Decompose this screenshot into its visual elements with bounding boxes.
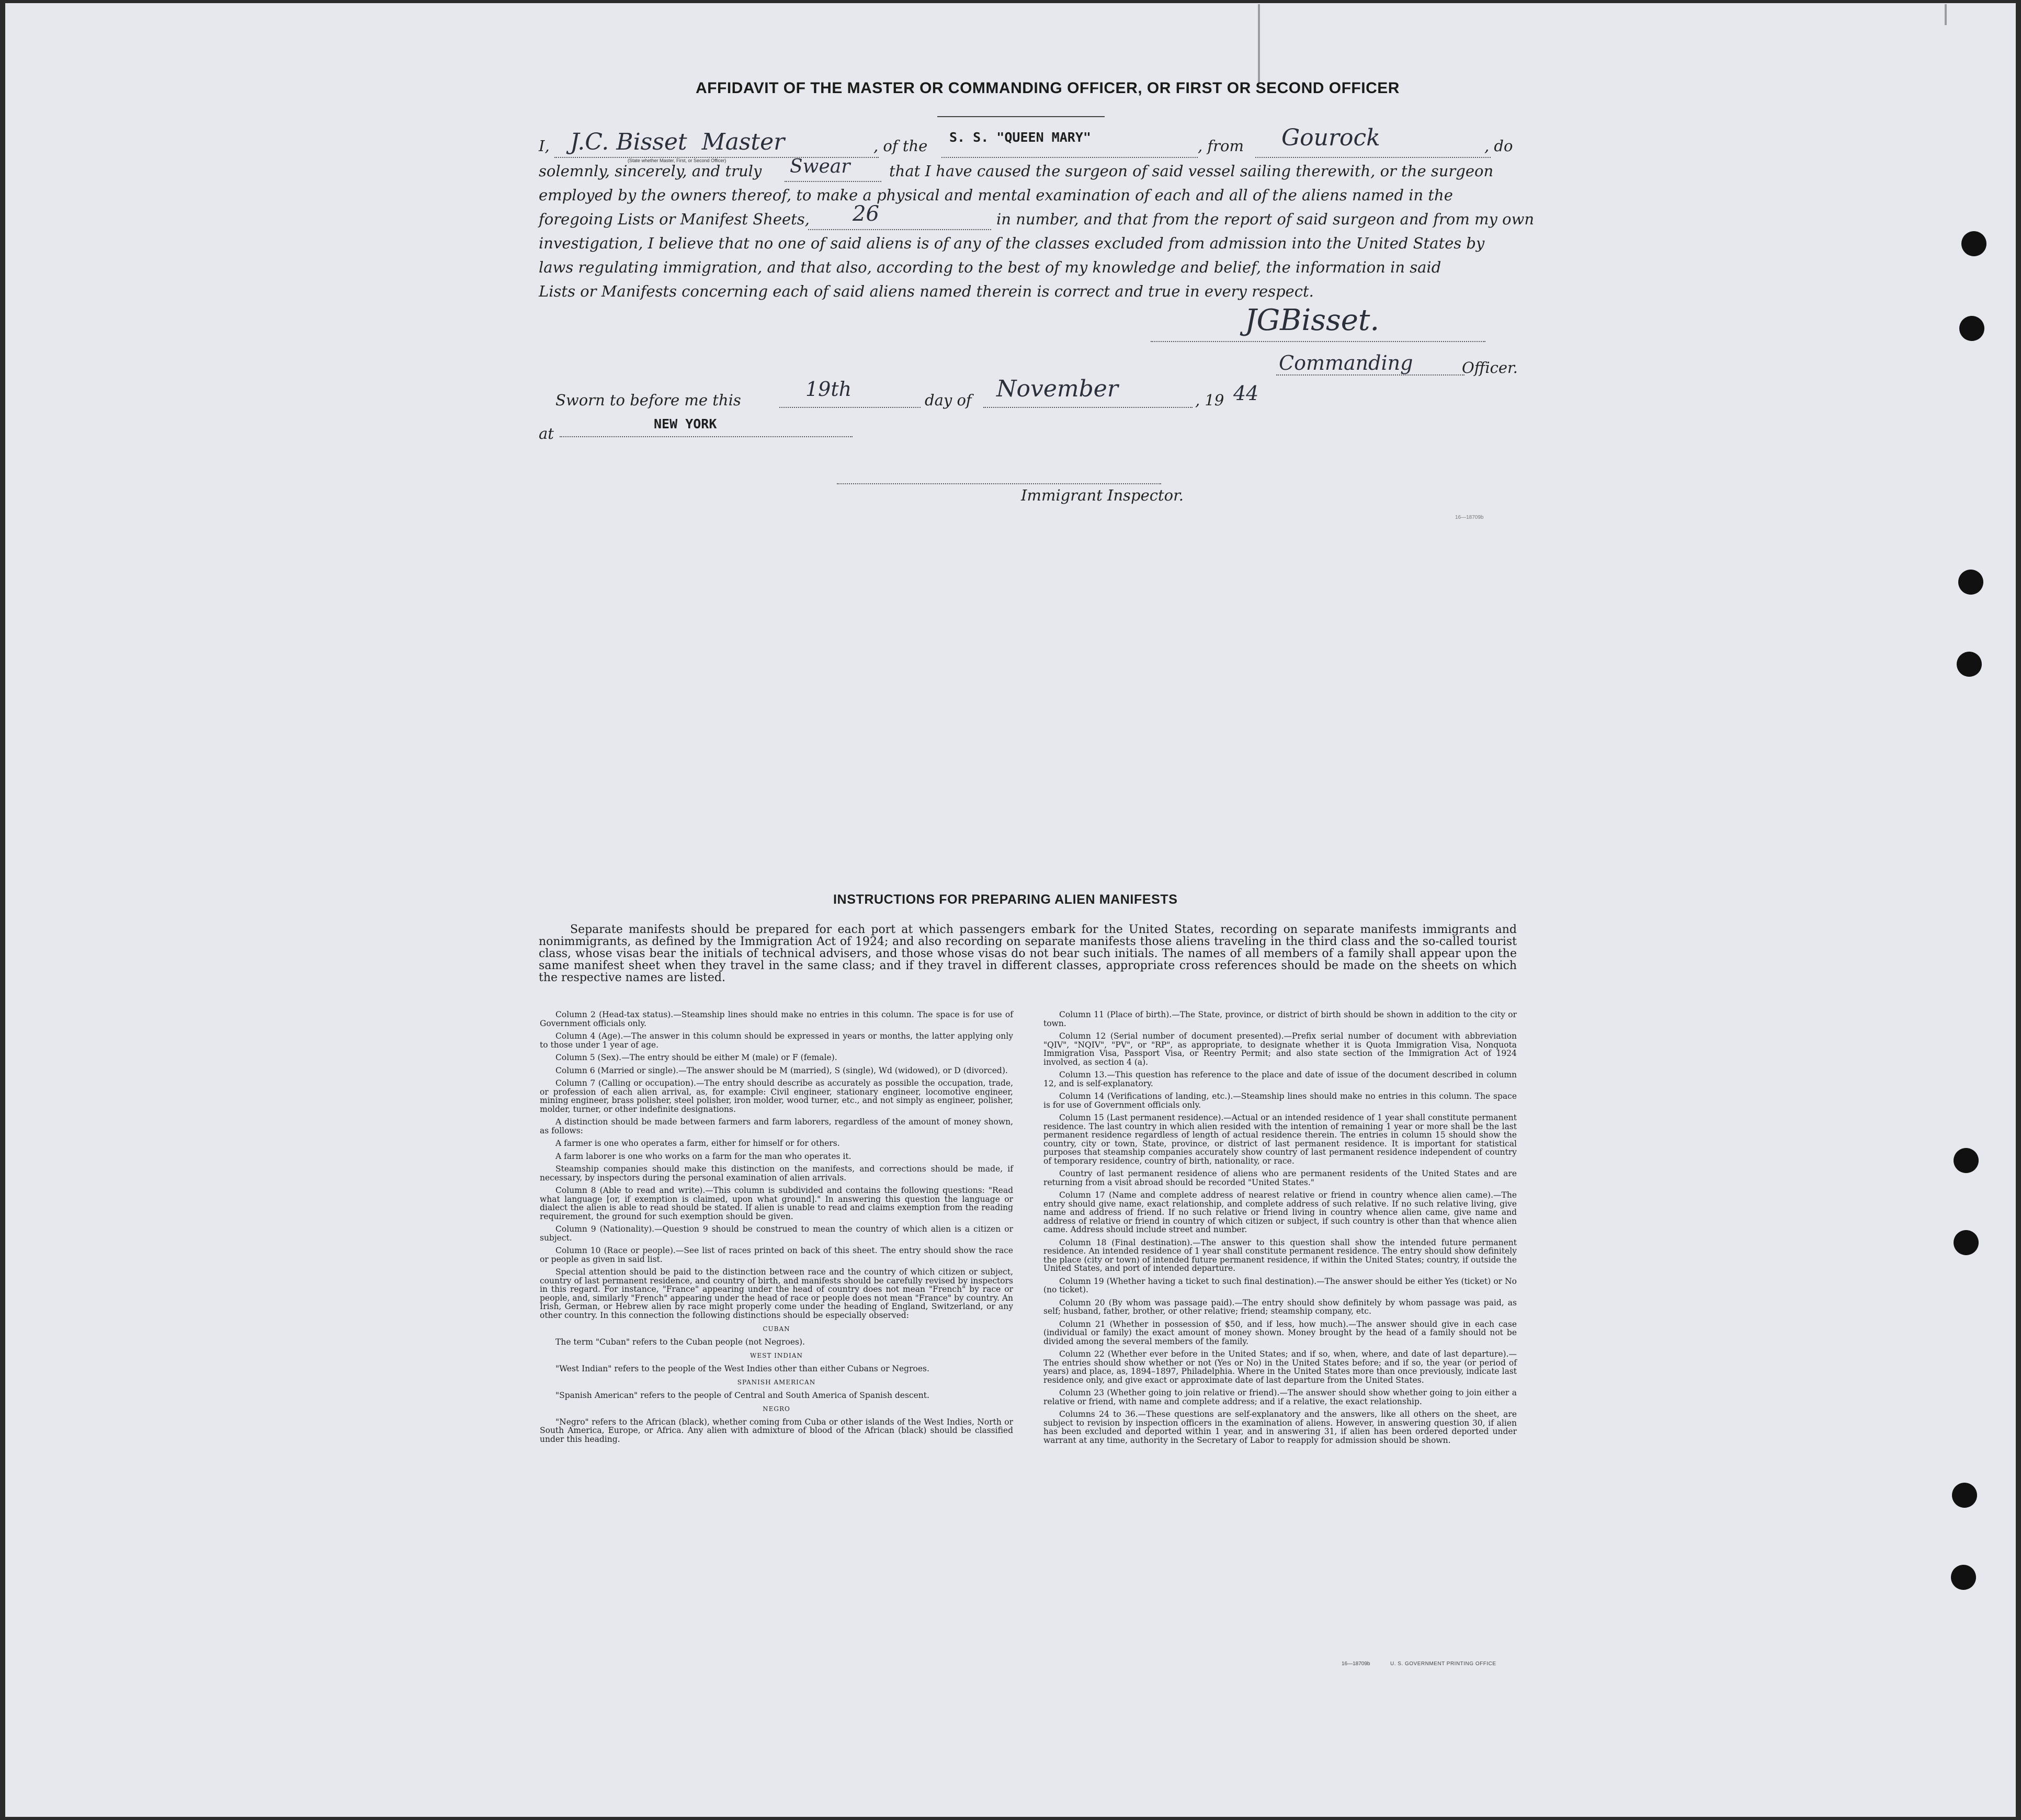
binder-hole [1959,316,1984,341]
line4-suffix: in number, and that from the report of said surgeon and from my own [996,210,1535,228]
affidavit-line-3: employed by the owners thereof, to make a physical and mental examination of each and all of the aliens named in the [539,186,1453,204]
place-underline [560,436,853,437]
instruction-paragraph: Column 23 (Whether going to join relative or friend).—The answer should show whether going to join either a relative or friend, with name and complete address; and if a relative, the exact relationship. [1043,1388,1517,1406]
instruction-paragraph: Column 14 (Verifications of landing, etc.).—Steamship lines should make no entries in this column. The space is for use of Government officials only. [1043,1091,1517,1110]
negro-text: "Negro" refers to the African (black), whether coming from Cuba or other islands of the West Indies, North or South America, Europe, or Africa. Any alien with admixture of blood of the African (black) should be classified under this heading. [540,1417,1013,1444]
sworn-label: Sworn to before me this [555,391,741,409]
instruction-paragraph: Column 8 (Able to read and write).—This column is subdivided and contains the following questions: "Read what language [or, if exemption is claimed, upon what ground]." In answering this question the language or dialect the alien is able to read should be stated. If alien is unable to read and claims exemption from the reading requirement, the ground for such exemption should be given. [540,1186,1013,1221]
instructions-title: INSTRUCTIONS FOR PREPARING ALIEN MANIFESTS [833,892,1178,907]
instructions-right-column [1043,1010,1517,1449]
instruction-paragraph: Country of last permanent residence of aliens who are permanent residents of the United States and are returning from a visit abroad should be recorded "United States." [1043,1169,1517,1187]
affidavit-line-6: laws regulating immigration, and that also, according to the best of my knowledge and belief, the information in said [539,258,1441,276]
of-the-label: , of the [873,137,928,155]
sworn-day-underline [779,407,921,408]
signer-title-underline [1276,374,1464,376]
declarant-name: J.C. Bisset [570,129,687,155]
sworn-month: November [996,376,1118,402]
instruction-paragraph: Column 6 (Married or single).—The answer should be M (married), S (single), Wd (widowed), or D (divorced). [555,1065,1008,1075]
spanish-american-heading: SPANISH AMERICAN [737,1379,816,1386]
officer-label: Officer. [1462,359,1518,377]
binder-hole [1954,1148,1979,1173]
binder-hole [1958,570,1983,595]
instructions-intro: Separate manifests should be prepared for each port at which passengers embark for the United States, recording on separate manifests immigrants and nonimmigrants, as defined by the Immigration Act of 1924; and also recording on separate manifests those aliens traveling in the third class and the so-called tourist class, whose visas bear the initials of technical advisers, and those whose visas do not bear such initials. The names of all members of a family shall appear upon the same manifest sheet when they travel in the same class; and if they travel in different classes, appropriate cross references should be made on the sheets on which the respective names are listed. [539,923,1517,984]
binder-hole [1954,1230,1979,1255]
instruction-paragraph: Column 15 (Last permanent residence).—Actual or an intended residence of 1 year shall constitute permanent residence. The last country in which alien resided with the intention of remaining 1 year or more shall be the last permanent residence regardless of length of actual residence therein. The entries in column 15 should show the country, city or town, State, province, or district of last permanent residence. It is important for statistical purposes that steamship companies accurately show country of last permanent residence independent of country of temporary residence, country of birth, nationality, or race. [1043,1113,1517,1166]
instruction-paragraph: A distinction should be made between farmers and farm laborers, regardless of the amount of money shown, as follows: [540,1117,1013,1135]
from-port: Gourock [1281,124,1380,151]
line2-prefix: solemnly, sincerely, and truly [539,162,762,180]
negro-heading: NEGRO [763,1405,790,1413]
footer-code: 16—18709b [1342,1661,1370,1667]
instruction-paragraph: Column 10 (Race or people).—See list of races printed on back of this sheet. The entry should show the race or people as given in said list. [540,1246,1013,1264]
instruction-paragraph: Column 19 (Whether having a ticket to such final destination).—The answer should be either Yes (ticket) or No (no ticket). [1043,1276,1517,1294]
at-label: at [539,425,554,442]
instruction-paragraph: Column 7 (Calling or occupation).—The entry should describe as accurately as possible the occupation, trade, or profession of each alien arrival, as, for example: Civil engineer, stationary engineer, locomotive engineer, mining engineer, brass polisher, steel polisher, iron molder, wood turner, etc., and not simply as engineer, polisher, molder, turner, or other indefinite designations. [540,1078,1013,1114]
affidavit-line-7: Lists or Manifests concerning each of said aliens named therein is correct and true in every respect. [539,282,1314,300]
day-of-label: day of [925,391,972,409]
instruction-paragraph: Column 13.—This question has reference to the place and date of issue of the document described in column 12, and is self-explanatory. [1043,1070,1517,1088]
signature-underline [1151,341,1485,342]
affidavit-line-1 [539,137,550,155]
declarant-rank: Master [701,129,785,155]
affidavit-line-2 [539,162,762,180]
master-signature: JGBisset. [1245,303,1380,337]
sworn-month-underline [983,407,1193,408]
affidavit-line-5: investigation, I believe that no one of said aliens is of any of the classes excluded from admission into the United States by [539,234,1485,252]
sworn-place: NEW YORK [654,416,717,431]
binder-hole [1952,1483,1977,1508]
instruction-paragraph: Column 4 (Age).—The answer in this column should be expressed in years or months, the latter applying only to those under 1 year of age. [540,1031,1013,1050]
vessel-name: S. S. "QUEEN MARY" [949,130,1091,145]
from-underline [1255,157,1491,158]
cuban-heading: CUBAN [763,1325,790,1333]
oath-word: Swear [790,156,850,177]
rank-hint: (State whether Master, First, or Second Officer) [628,158,726,163]
printer-imprint: U. S. GOVERNMENT PRINTING OFFICE [1390,1661,1496,1667]
west-indian-text: "West Indian" refers to the people of the West Indies other than either Cubans or Negroes. [555,1363,929,1373]
instruction-paragraph: Column 21 (Whether in possession of $50, and if less, how much).—The answer should give in each case (individual or family) the exact amount of money shown. Money brought by the head of a family should not be divided among the several members of the family. [1043,1319,1517,1346]
spanish-american-text: "Spanish American" refers to the people of Central and South America of Spanish descent. [555,1390,929,1400]
do-label: , do [1484,137,1513,155]
instruction-paragraph: Special attention should be paid to the distinction between race and the country of which citizen or subject, country of last permanent residence, and country of birth, and manifests should be carefully revised by inspectors in this regard. For instance, "France" appearing under the head of country does not mean "French" by race or people, and, similarly "French" appearing under the head of race or people does not mean "France" by country. An Irish, German, or Hebrew alien by race might properly come under the heading of England, Switzerland, or any other country. In this connection the following distinctions should be especially observed: [540,1267,1013,1320]
instruction-paragraph: A farm laborer is one who works on a farm for the man who operates it. [555,1151,851,1161]
affidavit-line-4 [539,210,810,228]
cuban-text: The term "Cuban" refers to the Cuban people (not Negroes). [555,1337,805,1347]
sworn-day: 19th [805,378,852,401]
instruction-paragraph: Column 17 (Name and complete address of nearest relative or friend in country whence alien came).—The entry should give name, exact relationship, and complete address of such relative. If no such relative living, give name and address of friend. If no such relative or friend living in country whence alien came, give name and address of relative or friend in country of which citizen or subject, if such country is other than that whence alien came. Address should include street and number. [1043,1190,1517,1234]
binder-hole [1957,652,1982,677]
west-indian-heading: WEST INDIAN [750,1352,803,1359]
title-rule [937,116,1105,117]
sheet-count-underline [808,229,991,230]
affidavit-form-code: 16—18709b [1455,515,1484,520]
oath-underline [785,181,881,182]
instruction-paragraph: A farmer is one who operates a farm, either for himself or for others. [555,1139,840,1148]
instruction-paragraph: Column 2 (Head-tax status).—Steamship lines should make no entries in this column. The space is for use of Government officials only. [540,1010,1013,1028]
signer-title: Commanding [1279,351,1413,374]
line4-prefix: foregoing Lists or Manifest Sheets, [539,210,810,228]
line2-suffix: that I have caused the surgeon of said vessel sailing therewith, or the surgeon [889,162,1494,180]
sheet-count: 26 [853,202,879,226]
binder-hole [1951,1565,1976,1590]
from-label: , from [1198,137,1244,155]
vessel-underline [941,157,1198,158]
year-prefix: , 19 [1195,391,1224,409]
inspector-label: Immigrant Inspector. [1021,486,1184,504]
instruction-paragraph: Columns 24 to 36.—These questions are self-explanatory and the answers, like all others on the sheet, are subject to revision by inspection officers in the examination of aliens. However, in answering question 30, if alien has been excluded and deported within 1 year, and in answering 31, if alien has been ordered deported under warrant at any time, authority in the Secretary of Labor to reapply for admission should be shown. [1043,1409,1517,1445]
instruction-paragraph: Column 12 (Serial number of document presented).—Prefix serial number of document with abbreviation "QIV", "NQIV", "PV", or "RP", as appropriate, to designate whether it is Quota Immigration Visa, Nonquota Immigration Visa, Passport Visa, or Reentry Permit; and also state section of the Immigration Act of 1924 involved, as section 4 (a). [1043,1031,1517,1067]
inspector-underline [837,483,1161,484]
instructions-left-column [540,1010,1013,1448]
instruction-paragraph: Column 9 (Nationality).—Question 9 should be construed to mean the country of which alien is a citizen or subject. [540,1224,1013,1243]
instruction-paragraph: Column 20 (By whom was passage paid).—The entry should show definitely by whom passage was paid, as self; husband, father, brother, or other relative; friend; steamship company, etc. [1043,1298,1517,1316]
instruction-paragraph: Column 11 (Place of birth).—The State, province, or district of birth should be shown in addition to the city or town. [1043,1010,1517,1028]
year-suffix: 44 [1233,382,1259,405]
declarant-handwriting [570,129,785,155]
instruction-paragraph: Column 18 (Final destination).—The answer to this question shall show the intended future permanent residence. An intended residence of 1 year shall constitute permanent residence. The entry should show definitely the place (city or town) of intended future permanent residence, if within the United States; country, if outside the United States, and port of intended departure. [1043,1237,1517,1273]
affidavit-title: AFFIDAVIT OF THE MASTER OR COMMANDING OFFICER, OR FIRST OR SECOND OFFICER [696,79,1400,97]
fold-mark [1945,4,1947,25]
instruction-paragraph: Column 22 (Whether ever before in the United States; and if so, when, where, and date of last departure).—The entries should show whether or not (Yes or No) in the United States before; and if so, the year (or period of years) and place, as, 1894–1897, Philadelphia. Where in the United States more than once previously, indicate last residence only, and give exact or approximate date of last departure from the United States. [1043,1349,1517,1385]
instruction-paragraph: Steamship companies should make this distinction on the manifests, and corrections should be made, if necessary, by inspectors during the personal examination of alien arrivals. [540,1164,1013,1182]
i-label: I, [539,137,550,155]
binder-hole [1961,231,1986,256]
fold-mark [1258,4,1260,83]
instruction-paragraph: Column 5 (Sex).—The entry should be either M (male) or F (female). [555,1053,837,1062]
